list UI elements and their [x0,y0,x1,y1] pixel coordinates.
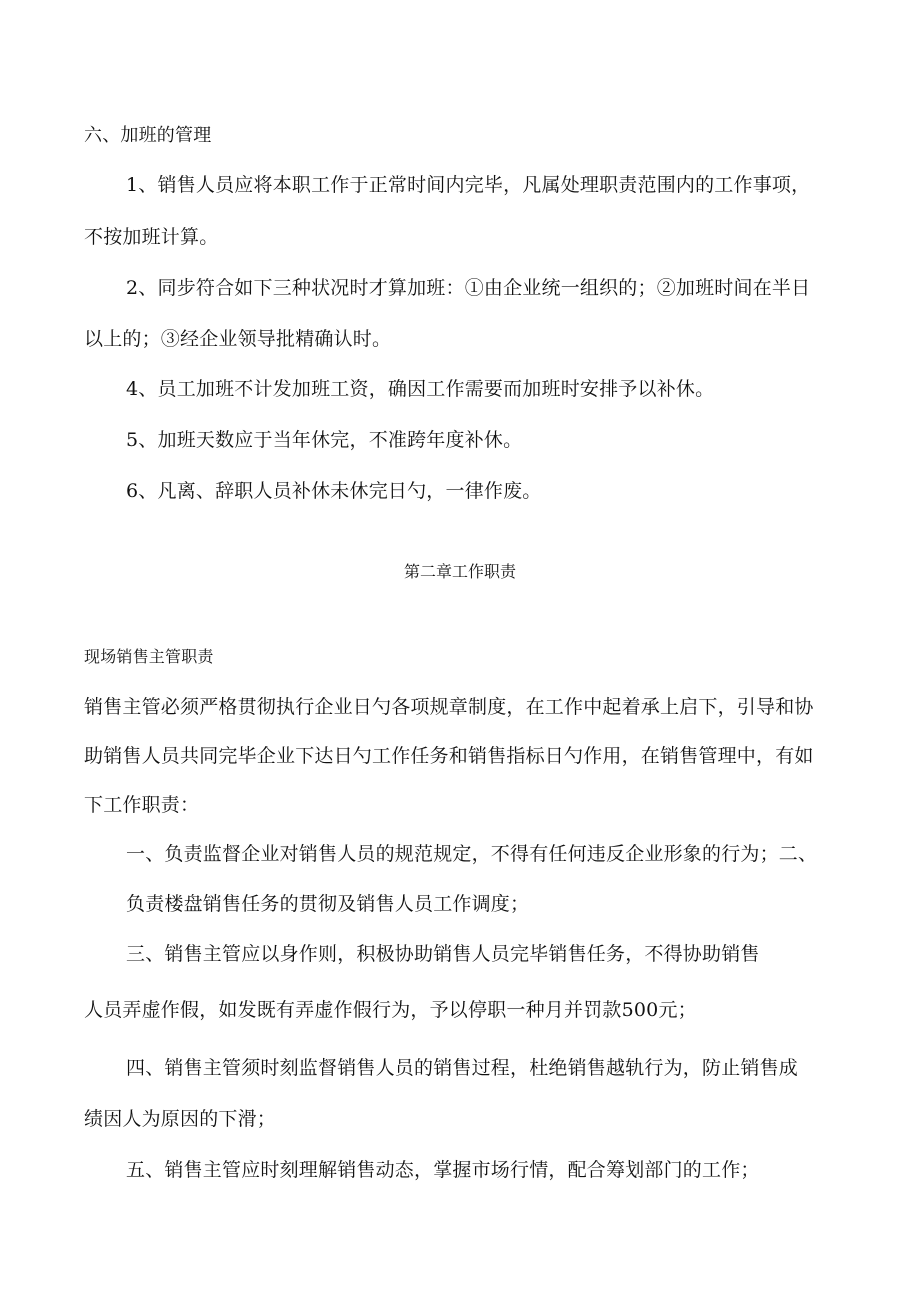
intro-line-2: 助销售人员共同完毕企业下达日勺工作任务和销售指标日勺作用，在销售管理中，有如 [84,745,814,767]
item-6-line: 6、凡离、辞职人员补休未休完日勺，一律作废。 [126,480,542,502]
chapter-title: 第二章工作职责 [403,562,516,581]
item-5-line: 5、加班天数应于当年休完，不准跨年度补休。 [126,429,523,451]
duty-line-6: 绩因人为原因的下滑； [84,1108,277,1130]
duty-line-1: 一、负责监督企业对销售人员的规范规定，不得有任何违反企业形象的行为；二、 [126,843,818,865]
item-1-line-2: 不按加班计算。 [84,226,219,248]
item-1-line-1: 1、销售人员应将本职工作于正常时间内完毕，凡属处理职责范围内的工作事项， [126,174,811,196]
intro-line-1: 销售主管必须严格贯彻执行企业日勺各项规章制度，在工作中起着承上启下，引导和协 [84,696,814,718]
item-2-line-1: 2、同步符合如下三种状况时才算加班：①由企业统一组织的；②加班时间在半日 [126,277,811,299]
section-title: 六、加班的管理 [84,125,212,146]
duty-line-7: 五、销售主管应时刻理解销售动态，掌握市场行情，配合筹划部门的工作； [126,1159,760,1181]
intro-line-3: 下工作职责： [84,794,200,816]
supervisor-title: 现场销售主管职责 [84,647,214,666]
duty-line-5: 四、销售主管须时刻监督销售人员的销售过程，杜绝销售越轨行为，防止销售成 [126,1057,799,1079]
duty-line-3: 三、销售主管应以身作则，积极协助销售人员完毕销售任务，不得协助销售 [126,943,760,965]
duty-line-2: 负责楼盘销售任务的贯彻及销售人员工作调度； [126,893,530,915]
item-4-line: 4、员工加班不计发加班工资，确因工作需要而加班时安排予以补休。 [126,378,715,400]
item-2-line-2: 以上的；③经企业领导批精确认时。 [84,328,392,350]
duty-line-4: 人员弄虚作假，如发既有弄虚作假行为，予以停职一种月并罚款500元； [84,999,697,1021]
